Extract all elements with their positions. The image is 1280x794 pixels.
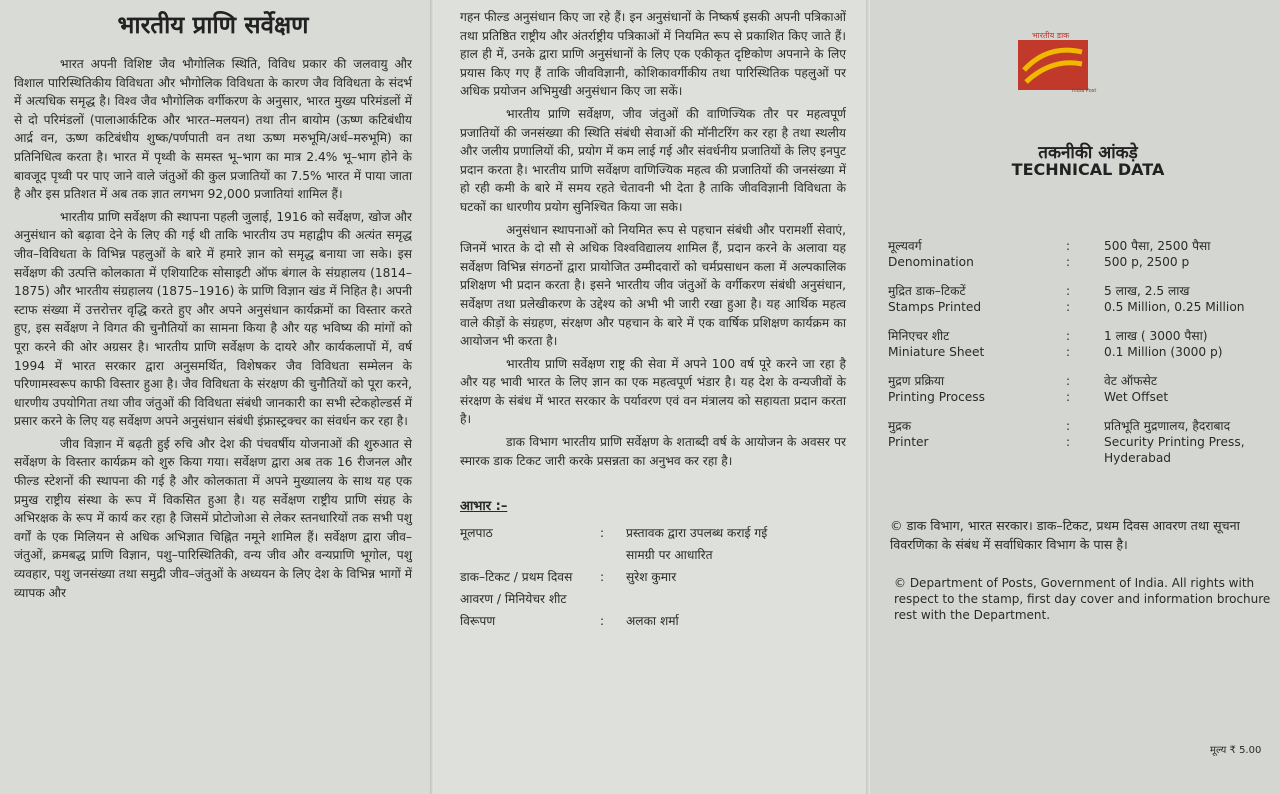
ack-colon: :	[600, 614, 605, 629]
spec-colon: :	[1066, 374, 1071, 388]
paragraph: भारतीय प्राणि सर्वेक्षण, जीव जंतुओं की वाणिज्यिक तौर पर महत्वपूर्ण प्रजातियों की जनसंख्या की स्थिति संबंधी सेवाओं की मॉनीटरिंग कर रहा है तथा स्थलीय और जलीय प्रणालियों की, प्रयोग में कम लाई गई और संवर्धनीय प्रजातियों के लिए इनपुट प्रदान करता है। भारतीय प्राणि सर्वेक्षण वाणिज्यिक महत्व की प्रजातियों की जनसंख्या में हो रही कमी के बारे में समय रहते चेतावनी भी देता है ताकि जीवविज्ञानी विविधता के घटकों का धारणीय प्रयोग सुनिश्चित किया जा सके।	[460, 106, 846, 214]
spec-label-hindi: मुद्रण प्रक्रिया	[888, 374, 945, 388]
spec-value: 0.5 Million, 0.25 Million	[1104, 300, 1245, 314]
spec-colon: :	[1066, 255, 1071, 269]
ack-value: सुरेश कुमार	[626, 570, 677, 585]
technical-data-title-hindi: तकनीकी आंकड़े	[1038, 143, 1138, 163]
paragraph: जीव विज्ञान में बढ़ती हुई रुचि और देश की पंचवर्षीय योजनाओं की शुरुआत से सर्वेक्षण के विस्तार कार्यक्रम को शुरु किया गया। सर्वेक्षण द्वारा अब तक 16 रीजनल और फील्ड स्टेशनों की स्थापना की गई है और कोलकाता में अपने मुख्यालय के साथ यह एक प्रमुख राष्ट्रीय संस्था के रूप में विकसित हुआ है। यह सर्वेक्षण राष्ट्रीय प्राणि संग्रह के अभिरक्षक के रूप में कार्य कर रहा है जिसमें प्रोटोजोआ से लेकर स्तनधारियों तक सभी पशु वर्गों के एक मिलियन से अधिक अभिज्ञात चिह्नित नमूने शामिल हैं। सर्वेक्षण द्वारा जीव–जंतुओं, क्रमबद्ध प्राणि विज्ञान, पशु–पारिस्थितिकी, वन्य जीव और वन्यप्राणि भूगोल, पशु व्यवहार, पशु जनसंख्या तथा समुद्री जीव–जंतुओं के अध्ययन के लिए देश के विभिन्न भागों में व्यापक और	[14, 436, 412, 600]
paragraph: भारतीय प्राणि सर्वेक्षण की स्थापना पहली जुलाई, 1916 को सर्वेक्षण, खोज और अनुसंधान को बढ़ावा देने के लिए की गई थी ताकि भारतीय उप महाद्वीप की अत्यंत समृद्ध जीव–विविधता के विभिन्न पहलुओं के बारे में हमारे ज्ञान को समृद्ध बनाया जा सके। इस सर्वेक्षण की उत्पत्ति कोलकाता में एशियाटिक सोसाइटी ऑफ बंगाल के संग्रहालय (1814–1875) और भारतीय संग्रहालय (1875–1916) के प्राणि विज्ञान खंड में निहित है। अपनी स्टाफ संख्या में उत्तरोत्तर वृद्धि करते हुए और अपने अनुसंधान कार्यक्रमों का विस्तार करते हुए, इस सर्वेक्षण ने विगत की चुनौतियों का सामना किया है और यह भविष्य की मांगों को पूरा करने की ओर अग्रसर है। भारतीय प्राणि सर्वेक्षण के दायरे और कार्यकलापों में, वर्ष 1994 में भारत सरकार द्वारा अनुसमर्थित, विशेषकर जैव विविधता सम्मेलन के परिणामस्वरूप काफी विस्तार हुआ है। जैव विविधता के संरक्षण की चुनौतियों को पूरा करने, धारणीय उपयोगिता तथा जीव जंतुओं की विविधता संबंधी जानकारी का सभी स्टेकहोल्डर्स में प्रसार करने के लिए यह सर्वेक्षण अपने अनुसंधान संबंधी इंफ्रास्ट्रक्चर का संवर्धन कर रहा है।	[14, 209, 412, 429]
paragraph: अनुसंधान स्थापनाओं को नियमित रूप से पहचान संबंधी और परामर्शी सेवाएं, जिनमें भारत के दो सौ से अधिक विश्वविद्यालय शामिल हैं, प्रदान करने के अलावा यह सर्वेक्षण विभिन्न संगठनों द्वारा प्रायोजित उम्मीदवारों को चर्मप्रसाधन कला में अल्पकालिक प्रशिक्षण भी प्रदान करता है। इसने भारतीय जीव जंतुओं के वर्गीकरण संबंधी अनुसंधान, सर्वेक्षण तथा प्रलेखीकरण के उद्देश्य को अभी भी जारी रखा हुआ है। यह आर्थिक महत्व वाले कीड़ों के संग्रहण, संरक्षण और पहचान के बारे में एक वार्षिक प्रशिक्षण कार्यक्रम का आयोजन भी करता है।	[460, 222, 846, 349]
spec-value-hindi: प्रतिभूति मुद्रणालय, हैदराबाद	[1104, 419, 1231, 433]
ack-key: डाक–टिकट / प्रथम दिवस आवरण / मिनियेचर शीट	[460, 570, 573, 607]
acknowledgement-row	[460, 566, 846, 610]
ack-colon: :	[600, 570, 605, 585]
acknowledgement-row	[460, 522, 846, 566]
ack-colon: :	[600, 526, 605, 541]
ack-value: अलका शर्मा	[626, 614, 679, 629]
acknowledgement-heading: आभार :–	[460, 499, 508, 515]
spec-value: Wet Offset	[1104, 390, 1169, 404]
panel-left	[0, 0, 430, 794]
spec-colon: :	[1066, 329, 1071, 343]
logo-text-english: India Post	[1072, 88, 1097, 94]
spec-value: 500 p, 2500 p	[1104, 255, 1190, 269]
spec-colon: :	[1066, 300, 1071, 314]
paragraph: भारतीय प्राणि सर्वेक्षण राष्ट्र की सेवा में अपने 100 वर्ष पूरे करने जा रहा है और यह भावी भारत के लिए ज्ञान का एक महत्वपूर्ण भंडार है। यह देश के वन्यजीवों के संरक्षण के संबंध में भारत सरकार के पर्यावरण एवं वन मंत्रालय को सहायता प्रदान करता है।	[460, 356, 846, 427]
paragraph: गहन फील्ड अनुसंधान किए जा रहे हैं। इन अनुसंधानों के निष्कर्ष इसकी अपनी पत्रिकाओं तथा प्रतिष्ठित राष्ट्रीय और अंतर्राष्ट्रीय पत्रिकाओं में नियमित रूप से प्रकाशित किए जाते हैं। हाल ही में, उनके द्वारा प्राणि अनुसंधानों के लिए एक एकीकृत दृष्टिकोण अपनाने के लिए प्रयास किए गए हैं ताकि जीवविज्ञानी, कोशिकावर्गीकीय तथा पारिस्थितिक पहलुओं पर अधिक प्रयोजन अभिमुखी अनुसंधान किए जा सकें।	[460, 10, 846, 99]
spec-row	[888, 328, 1268, 360]
spec-value-hindi: 1 लाख ( 3000 पैसा)	[1104, 329, 1208, 343]
ack-value: प्रस्तावक द्वारा उपलब्ध कराई गई सामग्री पर आधारित	[626, 526, 768, 563]
paragraph: भारत अपनी विशिष्ट जैव भौगोलिक स्थिति, विविध प्रकार की जलवायु और विशाल पारिस्थितिकीय विविधता और भौगोलिक विविधता के कारण जैव विविधता के संदर्भ में अत्यधिक समृद्ध है। विश्व जैव भौगोलिक वर्गीकरण के अनुसार, भारत मुख्य परिमंडलों में से दो परिमंडलों (पालाआर्कटिक और भारत–मलयन) तथा तीन बायोम (ऊष्ण कटिबंधीय आर्द्र वन, ऊष्ण कटिबंधीय शुष्क/पर्णपाती वन तथा ऊष्ण मरुभूमि/अर्ध–मरुभूमि) का प्रतिनिधित्व करता है। भारत में पृथ्वी के समस्त भू–भाग का मात्र 2.4% भू–भाग होने के बावजूद पृथ्वी पर पाए जाने वाले जंतुओं की कुल प्रजातियों का 7.5% भारत में पाया जाता है और इस प्रतिशत में अब तक ज्ञात लगभग 92,000 प्रजातियां शामिल हैं।	[14, 57, 412, 202]
spec-label: Printer	[888, 435, 929, 449]
technical-data-title: TECHNICAL DATA	[1011, 160, 1165, 179]
technical-specs	[888, 238, 1268, 479]
spec-value: Security Printing Press, Hyderabad	[1104, 435, 1245, 465]
logo-text-hindi: भारतीय डाक	[1032, 31, 1070, 40]
spec-label-hindi: मूल्यवर्ग	[888, 239, 922, 253]
copyright-hindi: © डाक विभाग, भारत सरकार। डाक–टिकट, प्रथम दिवस आवरण तथा सूचना विवरणिका के संबंध में सर्वाधिकार विभाग के पास है।	[890, 518, 1240, 552]
spec-row	[888, 238, 1268, 270]
spec-label-hindi: मुद्रित डाक–टिकटें	[888, 284, 966, 298]
ack-key: मूलपाठ	[460, 526, 493, 541]
spec-colon: :	[1066, 239, 1071, 253]
fold-line	[430, 0, 434, 794]
spec-colon: :	[1066, 390, 1071, 404]
spec-value-hindi: 5 लाख, 2.5 लाख	[1104, 284, 1190, 298]
acknowledgement-row	[460, 610, 846, 632]
spec-label-hindi: मिनिएचर शीट	[888, 329, 950, 343]
page-title: भारतीय प्राणि सर्वेक्षण	[117, 10, 309, 39]
spec-row	[888, 373, 1268, 405]
acknowledgement-section	[460, 496, 846, 632]
spec-colon: :	[1066, 435, 1071, 449]
ack-key: विरूपण	[460, 614, 496, 629]
spec-row	[888, 418, 1268, 466]
spec-value: 0.1 Million (3000 p)	[1104, 345, 1223, 359]
fold-line	[866, 0, 870, 794]
spec-label-hindi: मुद्रक	[888, 419, 912, 433]
spec-colon: :	[1066, 284, 1071, 298]
spec-label: Denomination	[888, 255, 974, 269]
spec-label: Miniature Sheet	[888, 345, 985, 359]
price-label: मूल्य ₹ 5.00	[1210, 745, 1262, 756]
spec-row	[888, 283, 1268, 315]
spec-colon: :	[1066, 345, 1071, 359]
spec-value-hindi: 500 पैसा, 2500 पैसा	[1104, 239, 1211, 253]
paragraph: डाक विभाग भारतीय प्राणि सर्वेक्षण के शताब्दी वर्ष के आयोजन के अवसर पर स्मारक डाक टिकट जारी करके प्रसन्नता का अनुभव कर रहा है।	[460, 435, 846, 468]
spec-value-hindi: वेट ऑफसेट	[1104, 374, 1158, 388]
spec-label: Stamps Printed	[888, 300, 982, 314]
spec-label: Printing Process	[888, 390, 985, 404]
spec-colon: :	[1066, 419, 1071, 433]
copyright-english: © Department of Posts, Government of India. All rights with respect to the stamp, first day cover and information brochure rest with the Department.	[894, 576, 1271, 622]
panel-middle	[430, 0, 868, 794]
